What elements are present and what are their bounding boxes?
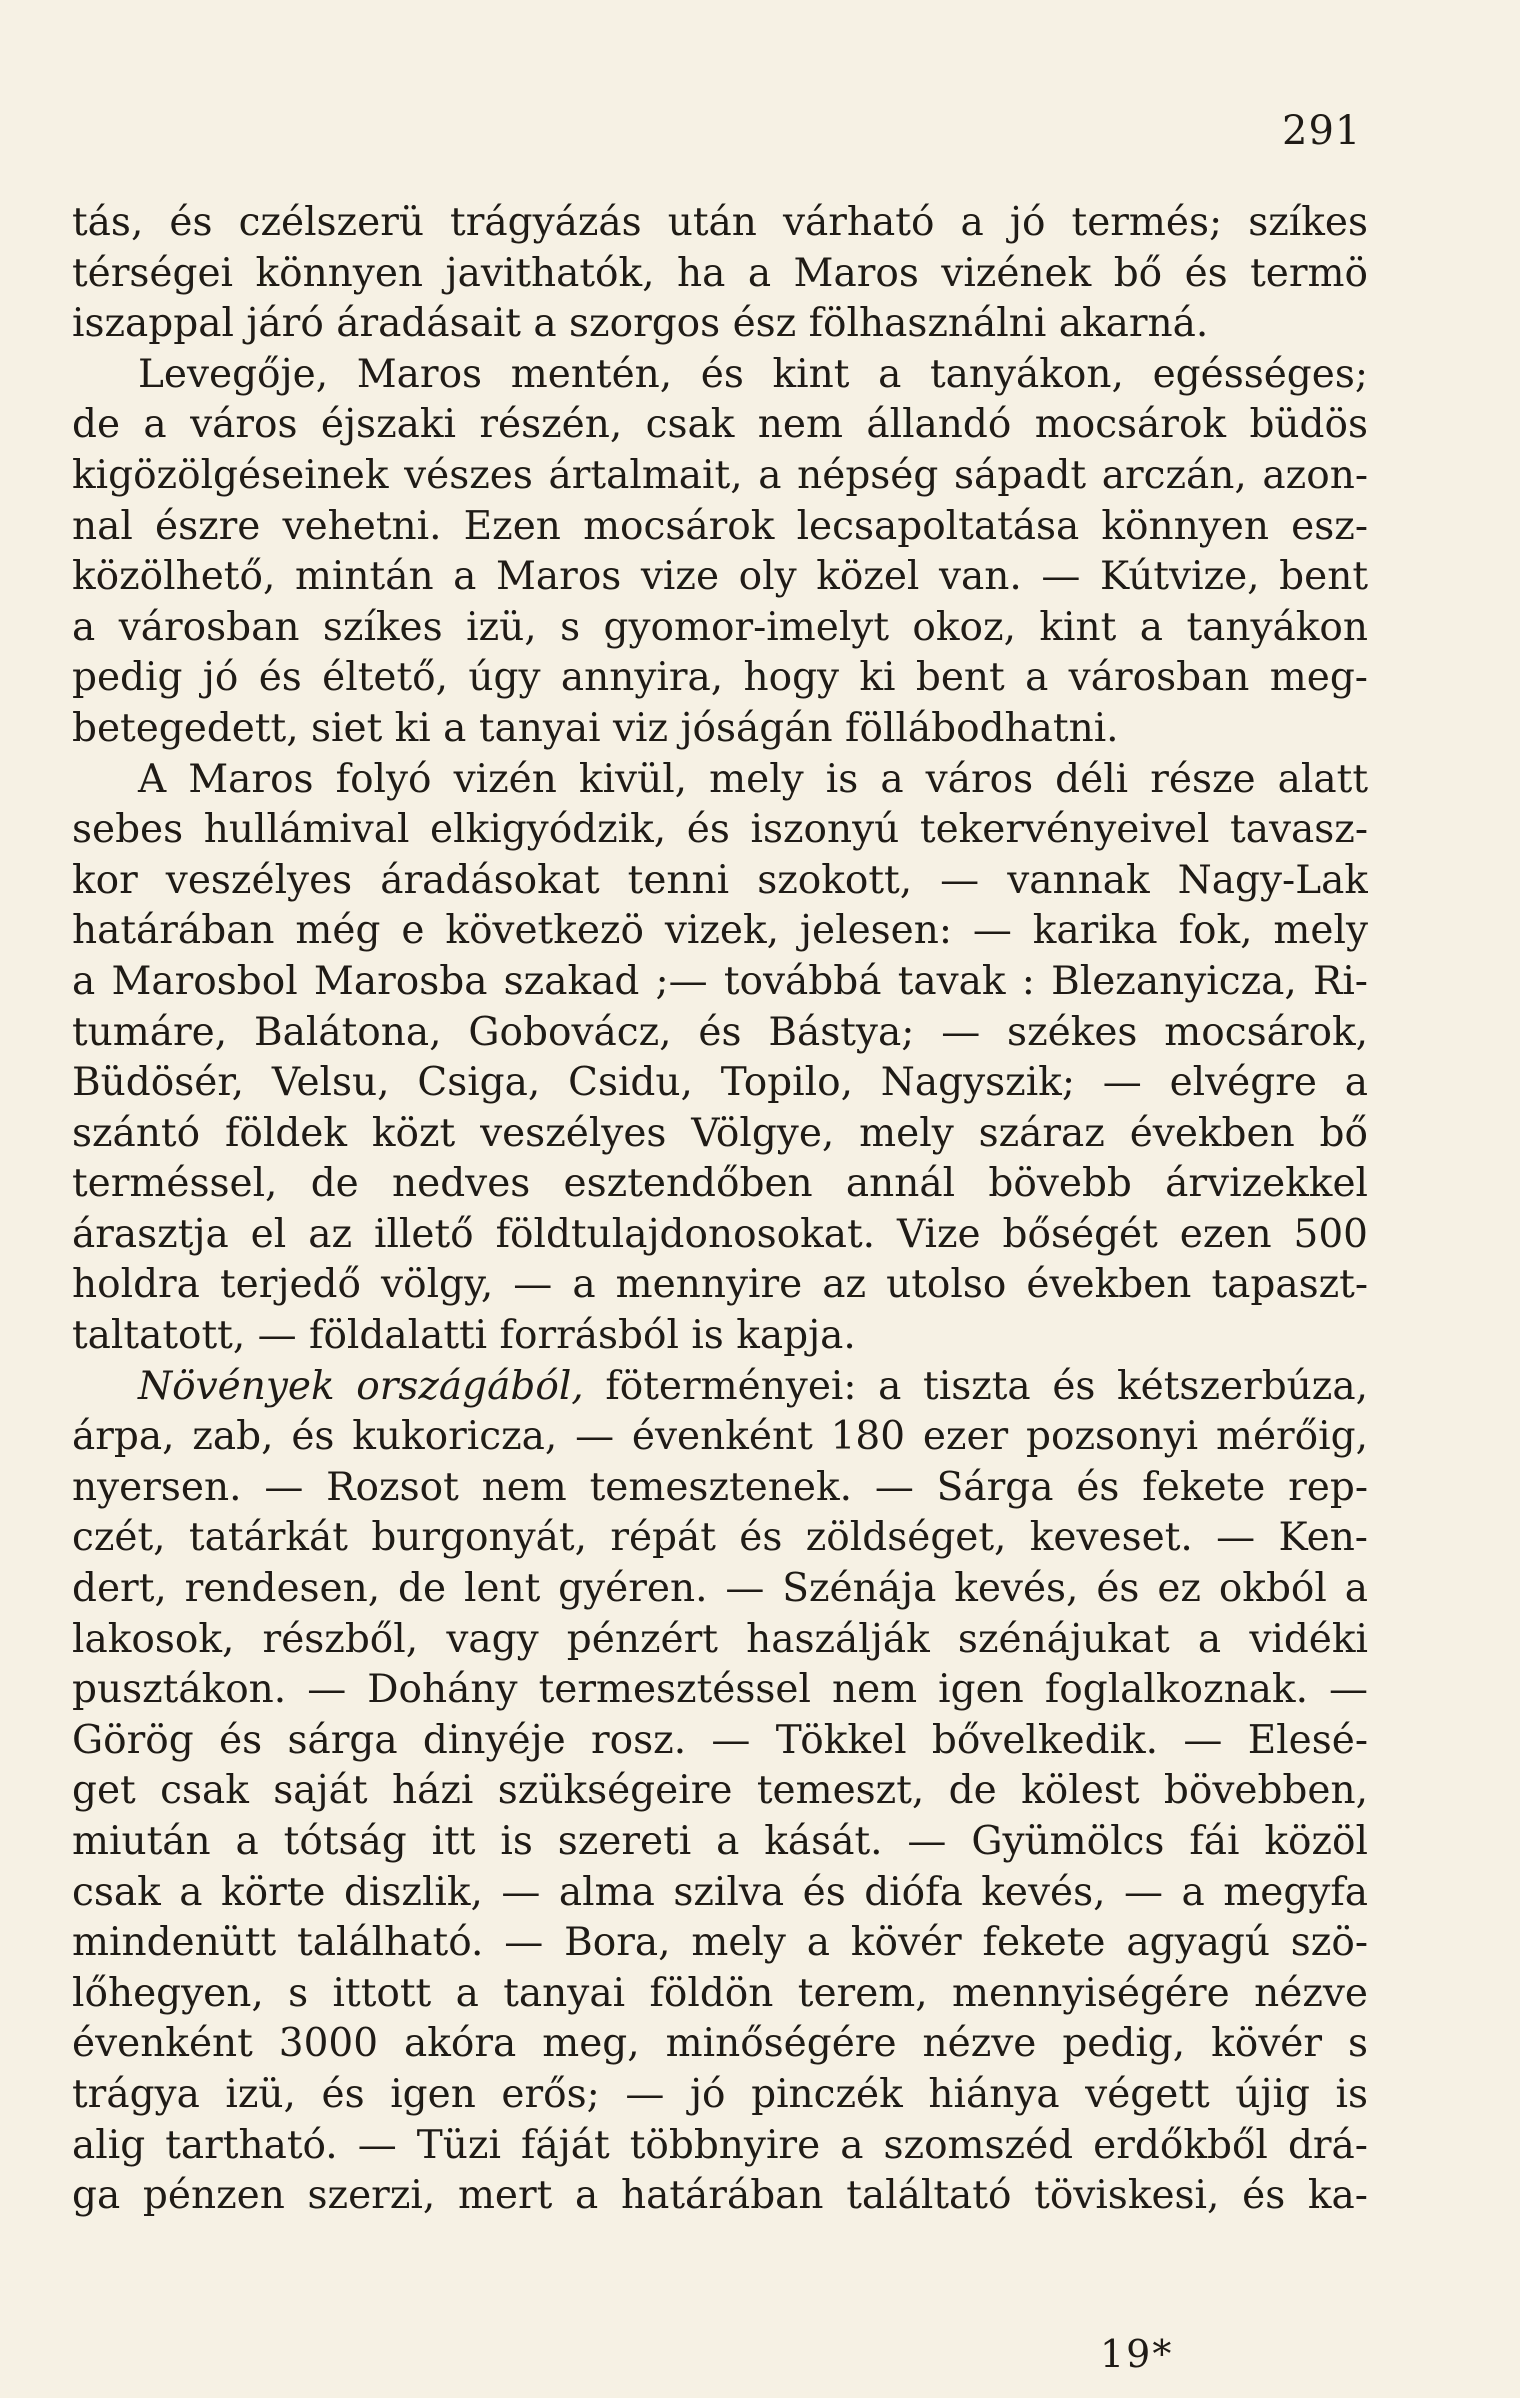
text-line: csak a körte diszlik, — alma szilva és diófa kevés, — a megyfa [72,1869,1368,1915]
text-line: tumáre, Balátona, Gobovácz, és Bástya; — székes mocsárok, [72,1009,1368,1055]
text-line: határában még e következö vizek, jelesen: — karika fok, mely [72,908,1368,954]
text-line: terméssel, de nedves esztendőben annál bövebb árvizekkel [72,1161,1368,1207]
line-text: föterményei: a tiszta és kétszerbúza, [583,1363,1368,1409]
text-line: Görög és sárga dinyéje rosz. — Tökkel bővelkedik. — Elesé- [72,1717,1368,1763]
text-line: pedig jó és éltető, úgy annyira, hogy ki bent a városban meg- [72,655,1368,701]
text-line: a városban szíkes izü, s gyomor-imelyt okoz, kint a tanyákon [72,604,1368,650]
text-line: évenként 3000 akóra meg, minőségére nézve pedig, kövér s [72,2021,1368,2067]
body-text [72,198,1368,2222]
text-line: taltatott, — földalatti forrásból is kapja. [72,1313,856,1359]
text-line: lőhegyen, s ittott a tanyai földön terem, mennyiségére nézve [72,1970,1368,2016]
text-line: miután a tótság itt is szereti a kását. — Gyümölcs fái közöl [72,1819,1368,1864]
text-line: get csak saját házi szükségeire temeszt, de kölest bövebben, [72,1768,1368,1814]
text-line: szántó földek közt veszélyes Völgye, mely száraz években bő [72,1110,1368,1156]
text-line: Büdösér, Velsu, Csiga, Csidu, Topilo, Nagyszik; — elvégre a [72,1060,1368,1106]
text-line [72,1362,1368,1413]
text-line: nyersen. — Rozsot nem temesztenek. — Sárga és fekete rep- [72,1464,1368,1510]
text-line: alig tartható. — Tüzi fáját többnyire a szomszéd erdőkből drá- [72,2122,1368,2168]
text-line: árpa, zab, és kukoricza, — évenként 180 ezer pozsonyi mérőig, [72,1414,1368,1460]
text-line: dert, rendesen, de lent gyéren. — Szénája kevés, és ez okból a [72,1566,1368,1612]
text-line: betegedett, siet ki a tanyai viz jóságán föllábodhatni. [72,705,1119,751]
text-line: lakosok, részből, vagy pénzért haszálják szénájukat a vidéki [72,1616,1368,1662]
italic-heading: Növények országából, [138,1363,584,1409]
text-line: A Maros folyó vizén kivül, mely is a város déli része alatt [138,756,1368,802]
text-line: ga pénzen szerzi, mert a határában találtató töviskesi, és ka- [72,2173,1368,2219]
text-line: czét, tatárkát burgonyát, répát és zöldséget, keveset. — Ken- [72,1515,1368,1561]
text-line: sebes hullámival elkigyódzik, és iszonyú tekervényeivel tavasz- [72,807,1368,853]
text-line: pusztákon. — Dohány termesztéssel nem igen foglalkoznak. — [72,1667,1368,1713]
text-line: közölhető, mintán a Maros vize oly közel van. — Kútvize, bent [72,554,1368,600]
text-line: kigözölgéseinek vészes ártalmait, a népség sápadt arczán, azon- [72,452,1368,498]
text-line: nal észre vehetni. Ezen mocsárok lecsapoltatása könnyen esz- [72,503,1368,549]
printer-signature-mark: 19* [1100,2332,1174,2376]
text-line: trágya izü, és igen erős; — jó pinczék hiánya végett újig is [72,2071,1368,2117]
text-line: árasztja el az illető földtulajdonosokat. Vize bőségét ezen 500 [72,1211,1368,1257]
text-line: Levegője, Maros mentén, és kint a tanyákon, egésséges; [138,351,1368,397]
text-line: a Marosbol Marosba szakad ;— továbbá tavak : Blezanyicza, Ri- [72,958,1368,1004]
page-number: 291 [1282,108,1362,154]
text-line: iszappal járó áradásait a szorgos ész fölhasználni akarná. [72,301,1209,347]
text-line: de a város éjszaki részén, csak nem állandó mocsárok büdös [72,402,1368,448]
text-line: mindenütt található. — Bora, mely a kövér fekete agyagú szö- [72,1920,1368,1966]
text-line: térségei könnyen javithatók, ha a Maros vizének bő és termö [72,250,1368,296]
text-line: kor veszélyes áradásokat tenni szokott, — vannak Nagy-Lak [72,857,1368,903]
text-line: tás, és czélszerü trágyázás után várható a jó termés; szíkes [72,200,1368,245]
text-line: holdra terjedő völgy, — a mennyire az utolso években tapaszt- [72,1262,1368,1308]
